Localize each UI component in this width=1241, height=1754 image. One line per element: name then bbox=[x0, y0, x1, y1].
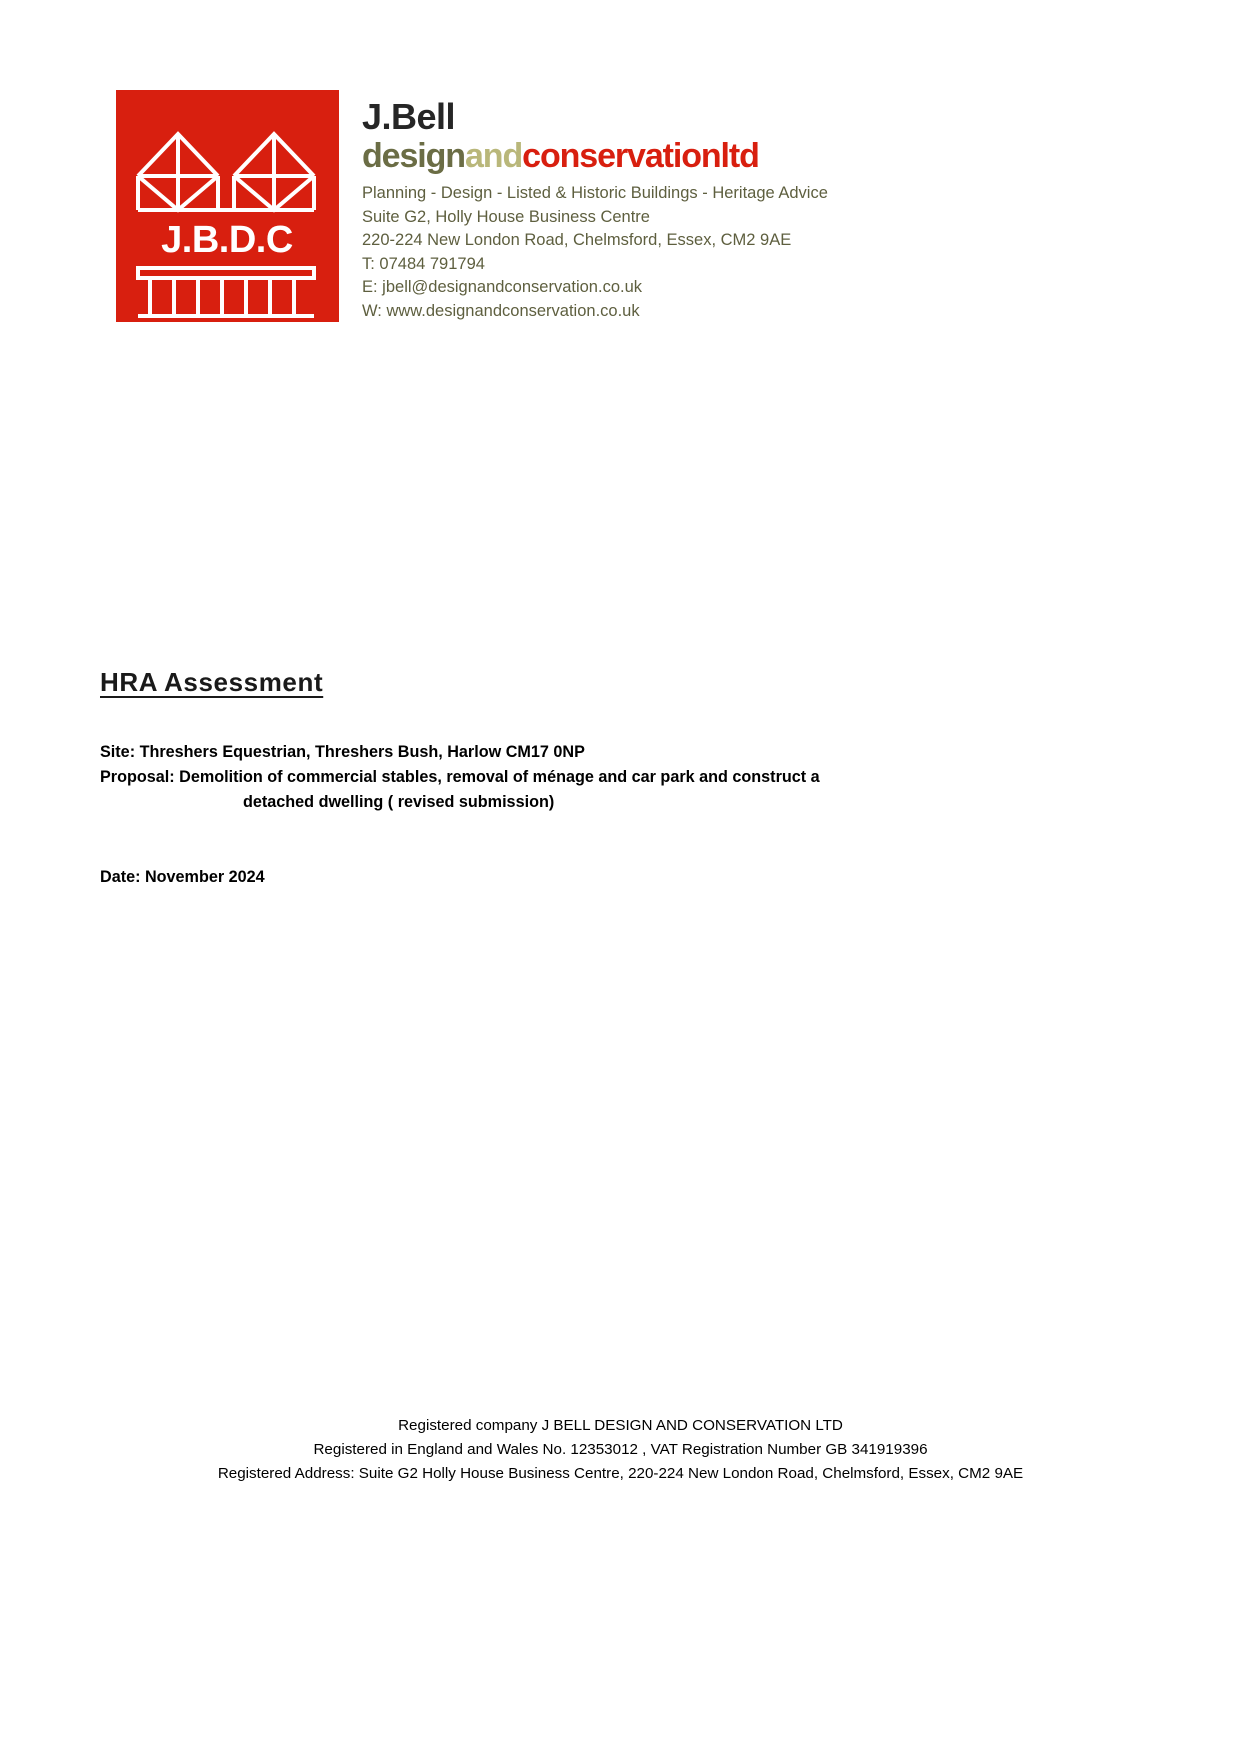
brand-name: J.Bell bbox=[362, 96, 456, 137]
contact-line-address: 220-224 New London Road, Chelmsford, Essex, CM2 9AE bbox=[362, 231, 792, 249]
tagline-design: design bbox=[362, 137, 465, 175]
proposal-line-2: detached dwelling ( revised submission) bbox=[243, 793, 555, 811]
site-line: Site: Threshers Equestrian, Threshers Bush, Harlow CM17 0NP bbox=[100, 743, 585, 761]
document-date: Date: November 2024 bbox=[100, 868, 265, 886]
letterhead bbox=[116, 90, 828, 323]
tagline-and: and bbox=[464, 137, 523, 175]
footer bbox=[0, 1414, 1241, 1486]
footer-line-registration: Registered in England and Wales No. 12353012 , VAT Registration Number GB 341919396 bbox=[313, 1441, 928, 1458]
contact-line-telephone: T: 07484 791794 bbox=[362, 254, 485, 273]
document-meta bbox=[100, 740, 980, 815]
jbdc-logo-icon bbox=[116, 90, 339, 322]
footer-line-address: Registered Address: Suite G2 Holly House Business Centre, 220-224 New London Road, Chelmsford, Essex, CM2 9AE bbox=[217, 1465, 1024, 1482]
contact-line-email: E: jbell@designandconservation.co.uk bbox=[362, 278, 643, 296]
proposal-line-1: Proposal: Demolition of commercial stables, removal of ménage and car park and construct a bbox=[100, 768, 820, 786]
brand-block bbox=[362, 90, 828, 323]
tagline-conservation: conservationltd bbox=[522, 137, 759, 175]
company-logo bbox=[116, 90, 339, 322]
contact-details bbox=[362, 182, 828, 323]
brand-tagline bbox=[362, 138, 828, 174]
contact-line-suite: Suite G2, Holly House Business Centre bbox=[362, 207, 650, 226]
contact-line-website: W: www.designandconservation.co.uk bbox=[362, 301, 640, 320]
svg-text:J.B.D.C: J.B.D.C bbox=[161, 219, 293, 261]
page-title: HRA Assessment bbox=[100, 667, 324, 698]
contact-line-services: Planning - Design - Listed & Historic Buildings - Heritage Advice bbox=[362, 184, 828, 202]
footer-line-company: Registered company J BELL DESIGN AND CONSERVATION LTD bbox=[398, 1417, 843, 1434]
